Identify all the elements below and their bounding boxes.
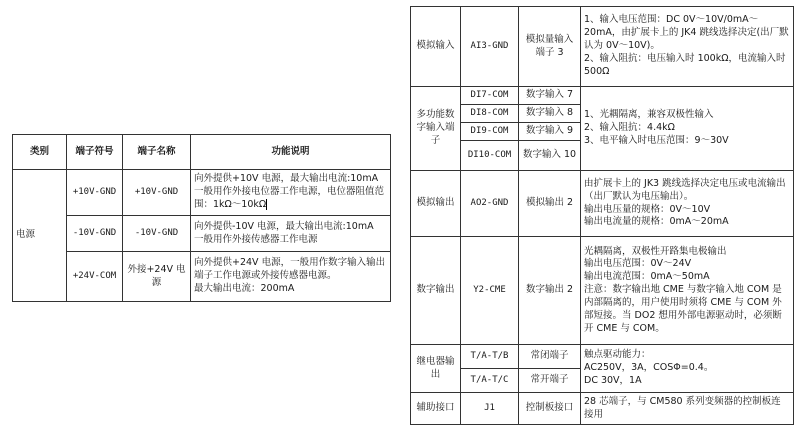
category-cell: 继电器输出 bbox=[411, 345, 461, 393]
category-cell: 模拟输出 bbox=[411, 171, 461, 237]
description-line: 3、电平输入时电压范围：9～30V bbox=[584, 134, 729, 146]
description-line: 向外提供+24V 电源，一般用作数字输入输出端子工作电源或外接传感器电源。 bbox=[194, 257, 386, 282]
header-category: 类别 bbox=[13, 135, 67, 170]
name-cell: 常开端子 bbox=[519, 369, 581, 393]
name-cell: 控制板接口 bbox=[519, 393, 581, 425]
symbol-cell: J1 bbox=[461, 393, 519, 425]
description-line: 最大输出电流：200mA bbox=[194, 282, 295, 294]
description-cell bbox=[191, 170, 391, 216]
table-row bbox=[411, 237, 794, 345]
description-line: 一般用作外接传感器工作电源 bbox=[194, 233, 318, 245]
description-line: 1、光耦隔离，兼容双极性输入 bbox=[584, 109, 714, 121]
description-cell bbox=[581, 345, 794, 393]
description-line: 一般用作外接电位器工作电源，电位器阻值范围：1kΩ～10kΩ bbox=[194, 186, 385, 210]
symbol-cell: T/A-T/B bbox=[461, 345, 519, 369]
name-cell: 数字输入 9 bbox=[519, 123, 581, 141]
table-row bbox=[13, 170, 391, 216]
symbol-cell: Y2-CME bbox=[461, 237, 519, 345]
symbol-cell: DI7-COM bbox=[461, 87, 519, 105]
description-line: 注意：数字输出地 CME 与数字输入地 COM 是内部隔离的，用户使用时须将 CME 与 COM 外部短接。当 DO2 想用外部电源驱动时，必须断开 CME 与 COM。 bbox=[584, 284, 782, 334]
symbol-cell: DI9-COM bbox=[461, 123, 519, 141]
description-line: 输出电压量的规格：0V～10V bbox=[584, 203, 711, 215]
description-cell bbox=[581, 171, 794, 237]
table-row bbox=[13, 252, 391, 302]
table-row bbox=[13, 216, 391, 252]
name-cell: 模拟输出 2 bbox=[519, 171, 581, 237]
symbol-cell: +10V-GND bbox=[67, 170, 123, 216]
description-cell bbox=[581, 393, 794, 425]
description-line: 触点驱动能力： bbox=[584, 349, 651, 361]
description-line: 光耦隔离，双极性开路集电极输出 bbox=[584, 245, 727, 257]
name-cell: 数字输入 7 bbox=[519, 87, 581, 105]
header-function: 功能说明 bbox=[191, 135, 391, 170]
name-cell: +10V-GND bbox=[123, 170, 191, 216]
description-line: 输出电压范围：0V～24V bbox=[584, 258, 692, 270]
category-cell: 数字输出 bbox=[411, 237, 461, 345]
category-cell: 辅助接口 bbox=[411, 393, 461, 425]
description-cell bbox=[191, 216, 391, 252]
symbol-cell: T/A-T/C bbox=[461, 369, 519, 393]
table-row bbox=[411, 345, 794, 369]
text-cursor bbox=[266, 199, 267, 210]
description-line: 由扩展卡上的 JK3 跳线选择决定电压或电流输出（出厂默认为电压输出）。 bbox=[584, 177, 786, 202]
name-cell: 模拟量输入端子 3 bbox=[519, 7, 581, 87]
table-row bbox=[411, 87, 794, 105]
description-line: 2、输入阻抗：4.4kΩ bbox=[584, 122, 675, 134]
category-cell: 模拟输入 bbox=[411, 7, 461, 87]
description-line: DC 30V，1A bbox=[584, 374, 642, 386]
description-line: 输出电流范围：0mA～50mA bbox=[584, 271, 710, 283]
description-line: 向外提供+10V 电源，最大输出电流:10mA bbox=[194, 173, 379, 185]
table-row bbox=[411, 393, 794, 425]
description-line: AC250V，3A，COSΦ=0.4。 bbox=[584, 362, 714, 374]
symbol-cell: -10V-GND bbox=[67, 216, 123, 252]
name-cell: 外接+24V 电源 bbox=[123, 252, 191, 302]
name-cell: -10V-GND bbox=[123, 216, 191, 252]
symbol-cell: DI8-COM bbox=[461, 105, 519, 123]
description-line: 输出电流量的规格：0mA～20mA bbox=[584, 216, 729, 228]
table-row bbox=[411, 171, 794, 237]
description-cell bbox=[581, 7, 794, 87]
symbol-cell: AI3-GND bbox=[461, 7, 519, 87]
header-symbol: 端子符号 bbox=[67, 135, 123, 170]
symbol-cell: +24V-COM bbox=[67, 252, 123, 302]
description-line: 2、输入阻抗：电压输入时 100kΩ，电流输入时 500Ω bbox=[584, 52, 786, 77]
symbol-cell: DI10-COM bbox=[461, 141, 519, 171]
name-cell: 数字输出 2 bbox=[519, 237, 581, 345]
description-line: 1、输入电压范围：DC 0V～10V/0mA～20mA，由扩展卡上的 JK4 跳线选择决定(出厂默认为 0V～10V)。 bbox=[584, 14, 789, 52]
description-line: 28 芯端子，与 CM580 系列变频器的控制板连接用 bbox=[584, 395, 781, 420]
description-line: 向外提供-10V 电源，最大输出电流:10mA bbox=[194, 220, 374, 232]
description-cell bbox=[581, 87, 794, 171]
symbol-cell: AO2-GND bbox=[461, 171, 519, 237]
description-cell bbox=[581, 237, 794, 345]
header-name: 端子名称 bbox=[123, 135, 191, 170]
extension-terminal-table bbox=[410, 6, 794, 425]
name-cell: 数字输入 10 bbox=[519, 141, 581, 171]
table-row bbox=[411, 7, 794, 87]
category-cell: 多功能数字输入端子 bbox=[411, 87, 461, 171]
name-cell: 数字输入 8 bbox=[519, 105, 581, 123]
power-terminal-table bbox=[12, 134, 391, 302]
name-cell: 常闭端子 bbox=[519, 345, 581, 369]
category-cell: 电源 bbox=[13, 170, 67, 302]
description-cell bbox=[191, 252, 391, 302]
table-header-row bbox=[13, 135, 391, 170]
